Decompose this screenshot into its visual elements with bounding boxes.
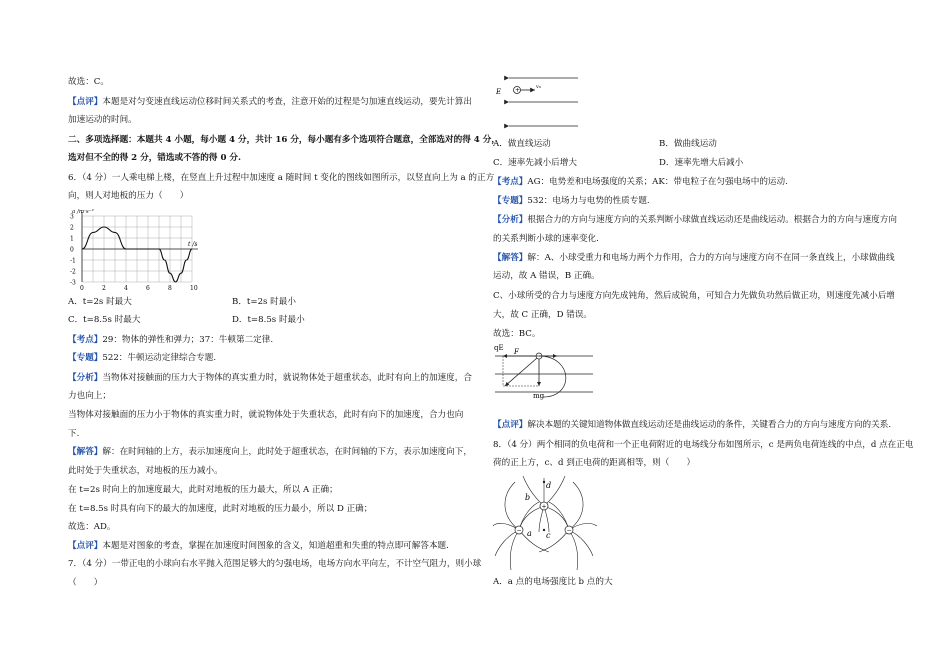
- y-tick-label: 1: [70, 235, 74, 243]
- label-b: b: [525, 493, 531, 502]
- y-tick-label: -3: [70, 279, 76, 287]
- analysis-tag: 【分析】: [68, 373, 103, 383]
- comment-2: [68, 540, 449, 552]
- field-line: [569, 530, 593, 556]
- solution-answer: 故选：AD。: [68, 522, 116, 532]
- point-c: [543, 529, 545, 531]
- solution-7-answer: 故选：BC。: [493, 329, 541, 339]
- label-e: E: [496, 88, 502, 96]
- q6-option-a: A．t=2s 时最大: [68, 297, 132, 307]
- plus-sign: +: [541, 503, 547, 511]
- comment-7: [493, 419, 891, 431]
- knowledge-point-7: [493, 176, 788, 188]
- y-tick-label: -1: [70, 257, 76, 265]
- topic-7: [493, 195, 650, 207]
- y-axis-label: a /m·s⁻²: [72, 209, 94, 215]
- solution-line-2: 此时处于失重状态，对地板的压力减小。: [68, 466, 223, 476]
- topic: [68, 352, 216, 364]
- analysis-tag-7: 【分析】: [493, 215, 528, 225]
- q7-option-d: D．速率先增大后减小: [659, 158, 744, 168]
- solution-tag: 【解答】: [68, 447, 103, 457]
- question-6-line-1: 6．（4 分）一人乘电梯上楼，在竖直上升过程中加速度 a 随时间 t 变化的图线如图所示，以竖直向上为 a 的正方: [68, 173, 495, 183]
- question-8-line-2: 荷的正上方，c、d 到正电荷的距离相等，则（ ）: [493, 458, 696, 468]
- solution-7-line-3: C、小球所受的合力与速度方向先成钝角，然后成锐角，可知合力先做负功然后做正功，则速度先减小后增: [493, 291, 895, 301]
- solution-text: 解：在时间轴的上方，表示加速度向上，此时处于超重状态，在时间轴的下方，表示加速度向下，: [102, 447, 472, 457]
- y-tick-label: 0: [70, 246, 74, 254]
- solution-7: [493, 252, 895, 264]
- knowledge-text: 29：物体的弹性和弹力；37：牛顿第二定律.: [102, 335, 274, 345]
- field-line: [569, 530, 578, 570]
- topic-tag: 【专题】: [68, 353, 103, 363]
- q6-option-d: D．t=8.5s 时最小: [232, 315, 305, 325]
- solution-7-line-4: 大，故 C 正确，D 错误。: [493, 310, 593, 320]
- q6-option-c: C．t=8.5s 时最大: [68, 315, 141, 325]
- knowledge-point: [68, 334, 273, 346]
- label-v0: v₀: [536, 84, 541, 90]
- x-axis-label: t /s: [188, 241, 198, 248]
- label-mg: mg: [533, 392, 545, 400]
- net-force-arrow: [505, 358, 537, 386]
- field-line: [549, 502, 569, 530]
- analysis-line-2: 力也向上；: [68, 391, 111, 401]
- solution: [68, 446, 472, 458]
- solution-7-line-2: 运动，故 A 错误，B 正确。: [493, 271, 600, 281]
- minus-sign: −: [566, 527, 572, 534]
- comment-text-7: 解决本题的关键知道物体做直线运动还是曲线运动的条件，关键看合力的方向与速度方向的关系.: [527, 420, 892, 430]
- comment-line-2: 加速运动的时间。: [68, 115, 137, 125]
- x-tick-label: 10: [190, 285, 198, 290]
- label-c: c: [546, 531, 551, 540]
- analysis-7-line-2: 的关系判断小球的速率变化.: [493, 234, 599, 244]
- trajectory-curve: [539, 356, 566, 397]
- x-tick-label: 6: [146, 285, 150, 290]
- topic-tag-7: 【专题】: [493, 196, 528, 206]
- y-tick-label: 3: [70, 213, 74, 221]
- field-line: [519, 502, 539, 530]
- q8-option-a: A．a 点的电场强度比 b 点的大: [493, 577, 613, 587]
- comment-tag-7: 【点评】: [493, 420, 528, 430]
- analysis-line-4: 下.: [68, 429, 80, 439]
- analysis-line-3: 当物体对接触面的压力小于物体的真实重力时，就说物体处于失重状态，此时有向下的加速度，合力也向: [68, 410, 464, 420]
- y-tick-label: -2: [70, 268, 76, 276]
- electric-field-lines-figure: [493, 476, 603, 572]
- label-a: a: [527, 529, 532, 538]
- answer-line: 故选：C。: [68, 77, 109, 87]
- solution-line-4: 在 t=8.5s 时具有向下的最大的加速度，此时对地板的压力最小，所以 D 正确；: [68, 504, 373, 514]
- q7-option-c: C．速率先减小后增大: [493, 158, 577, 168]
- section-heading-2: 选对但不全的得 2 分，错选或不答的得 0 分.: [68, 153, 242, 163]
- knowledge-tag: 【考点】: [68, 335, 103, 345]
- solution-line-3: 在 t=2s 时向上的加速度最大，此时对地板的压力最大，所以 A 正确；: [68, 485, 338, 495]
- knowledge-tag-7: 【考点】: [493, 177, 528, 187]
- field-line: [539, 530, 569, 552]
- label-qe: qE: [494, 344, 504, 352]
- analysis-text-7: 根据合力的方向与速度方向的关系判断小球做直线运动还是曲线运动。根据合力的方向与速度方向: [527, 215, 897, 225]
- topic-text-7: 532：电场力与电势的性质专题.: [527, 196, 650, 206]
- force-diagram: [493, 342, 603, 412]
- analysis-text: 当物体对接触面的压力大于物体的真实重力时，就说物体处于超重状态，此时有向上的加速度，合: [102, 373, 472, 383]
- analysis-7: [493, 214, 897, 226]
- x-tick-label: 4: [124, 285, 128, 290]
- label-f: F: [514, 348, 519, 356]
- analysis: [68, 372, 472, 384]
- q7-option-b: B．做曲线运动: [659, 139, 717, 149]
- x-tick-label: 0: [80, 285, 84, 290]
- question-7-line-2: （ ）: [68, 578, 103, 588]
- plus-sign: +: [515, 87, 521, 94]
- field-line: [519, 506, 544, 530]
- comment-2-text: 本题是对图象的考查，掌握在加速度时间图象的含义，知道超重和失重的特点即可解答本题.: [102, 541, 449, 551]
- q7-option-a: A．做直线运动: [493, 139, 551, 149]
- field-line: [505, 482, 519, 530]
- x-tick-label: 2: [102, 285, 106, 290]
- uniform-field-figure: [493, 72, 593, 132]
- label-d: d: [546, 481, 552, 490]
- field-line: [510, 530, 519, 570]
- question-8-line-1: 8．（4 分）两个相同的负电荷和一个正电荷附近的电场线分布如图所示，c 是两负电荷连线的中点，d 点在正电: [493, 440, 914, 450]
- field-line: [569, 482, 583, 530]
- field-line: [495, 530, 519, 556]
- solution-text-7: 解：A、小球受重力和电场力两个力作用，合力的方向与速度方向不在同一条直线上，小球做曲线: [527, 253, 895, 263]
- topic-text: 522：牛顿运动定律综合专题.: [102, 353, 217, 363]
- section-heading: 二、多项选择题：本题共 4 小题，每小题 4 分，共计 16 分，每小题有多个选项符合题意，全部选对的得 4 分，: [68, 135, 500, 145]
- minus-sign: −: [516, 527, 522, 534]
- point-d: [543, 481, 545, 483]
- comment-tag: 【点评】: [68, 97, 103, 107]
- y-tick-label: 2: [70, 224, 74, 232]
- acceleration-time-chart: [68, 206, 208, 290]
- comment-2-tag: 【点评】: [68, 541, 103, 551]
- field-line: [519, 530, 549, 552]
- knowledge-text-7: AG：电势差和电场强度的关系；AK：带电粒子在匀强电场中的运动.: [527, 177, 788, 187]
- q6-option-b: B．t=2s 时最小: [232, 297, 296, 307]
- comment-line: [68, 96, 472, 108]
- field-line: [541, 503, 569, 530]
- x-tick-label: 8: [168, 285, 172, 290]
- question-6-line-2: 向，则人对地板的压力（ ）: [68, 191, 189, 201]
- question-7-line-1: 7．（4 分）一带正电的小球向右水平抛入范围足够大的匀强电场，电场方向水平向左，不计空气阻力，则小球: [68, 559, 482, 569]
- comment-text: 本题是对匀变速直线运动位移时间关系式的考查，注意开始的过程是匀加速直线运动，要先计算出: [102, 97, 472, 107]
- solution-tag-7: 【解答】: [493, 253, 528, 263]
